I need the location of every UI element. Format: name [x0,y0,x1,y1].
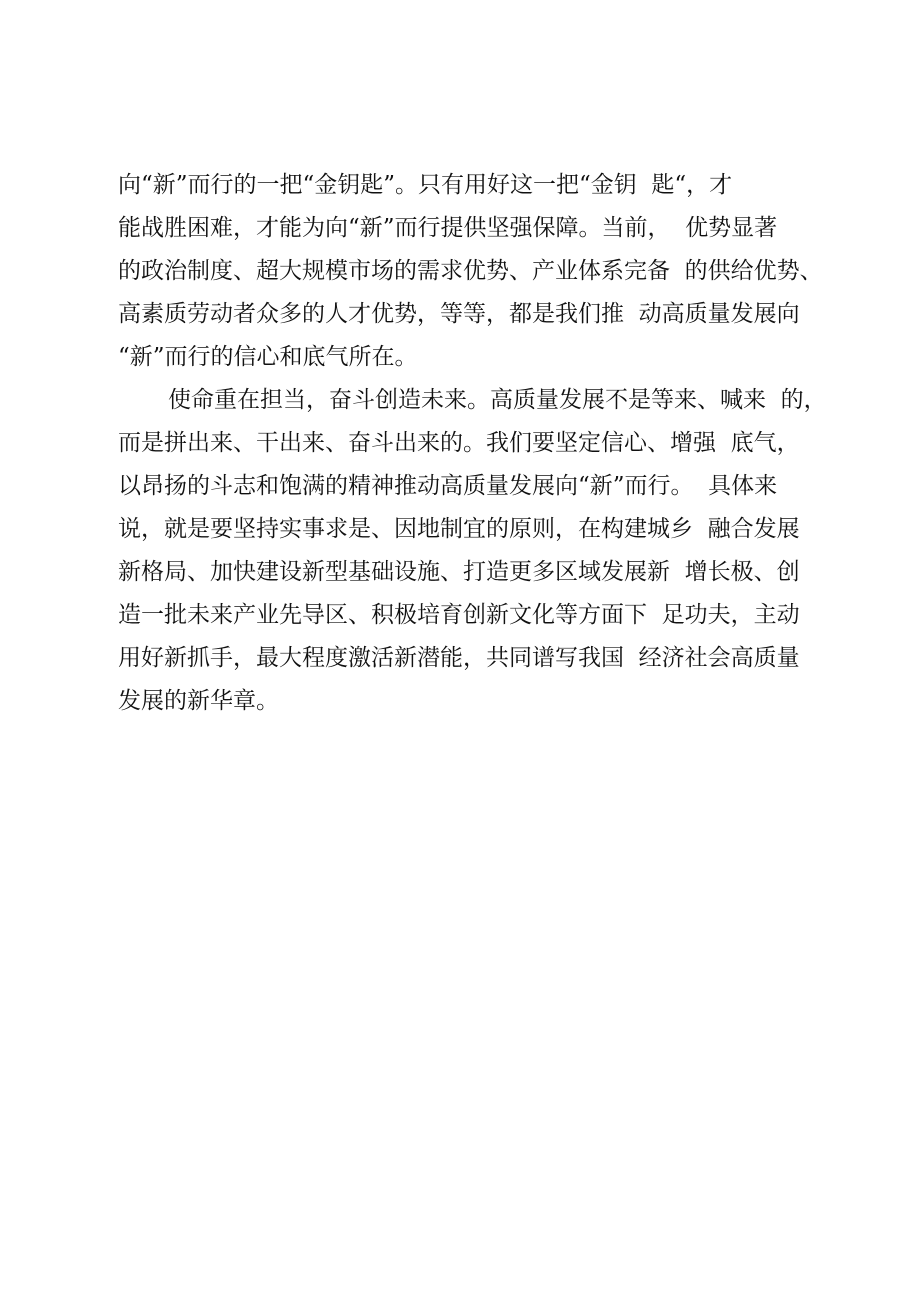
body-text [118,164,827,723]
text-line: 以昂扬的斗志和饱满的精神推动高质量发展向“新”而行。 具体来 [118,473,778,499]
text-line: 能战胜困难，才能为向“新”而行提供坚强保障。当前， 优势显著 [118,215,778,241]
text-line: 向“新”而行的一把“金钥匙”。只有用好这一把“金钥 匙“，才 [118,172,733,198]
text-line: 高素质劳动者众多的人才优势，等等，都是我们推 动高质量发展向 [118,301,800,327]
text-line: 新格局、加快建设新型基础设施、打造更多区域发展新 增长极、创 [118,559,800,585]
text-line: 的政治制度、超大规模市场的需求优势、产业体系完备 的供给优势、 [118,258,823,284]
text-line: 发展的新华章。 [118,688,279,714]
paragraph-start-line: 使命重在担当，奋斗创造未来。高质量发展不是等来、喊来 的， [168,387,827,413]
text-line: “新”而行的信心和底气所在。 [118,344,418,370]
text-line: 用好新抓手，最大程度激活新潜能，共同谱写我国 经济社会高质量 [118,645,800,671]
text-line: 说，就是要坚持实事求是、因地制宜的原则，在构建城乡 融合发展 [118,516,800,542]
text-line: 而是拼出来、干出来、奋斗出来的。我们要坚定信心、增强 底气， [118,430,800,456]
text-line: 造一批未来产业先导区、积极培育创新文化等方面下 足功夫，主动 [118,602,800,628]
